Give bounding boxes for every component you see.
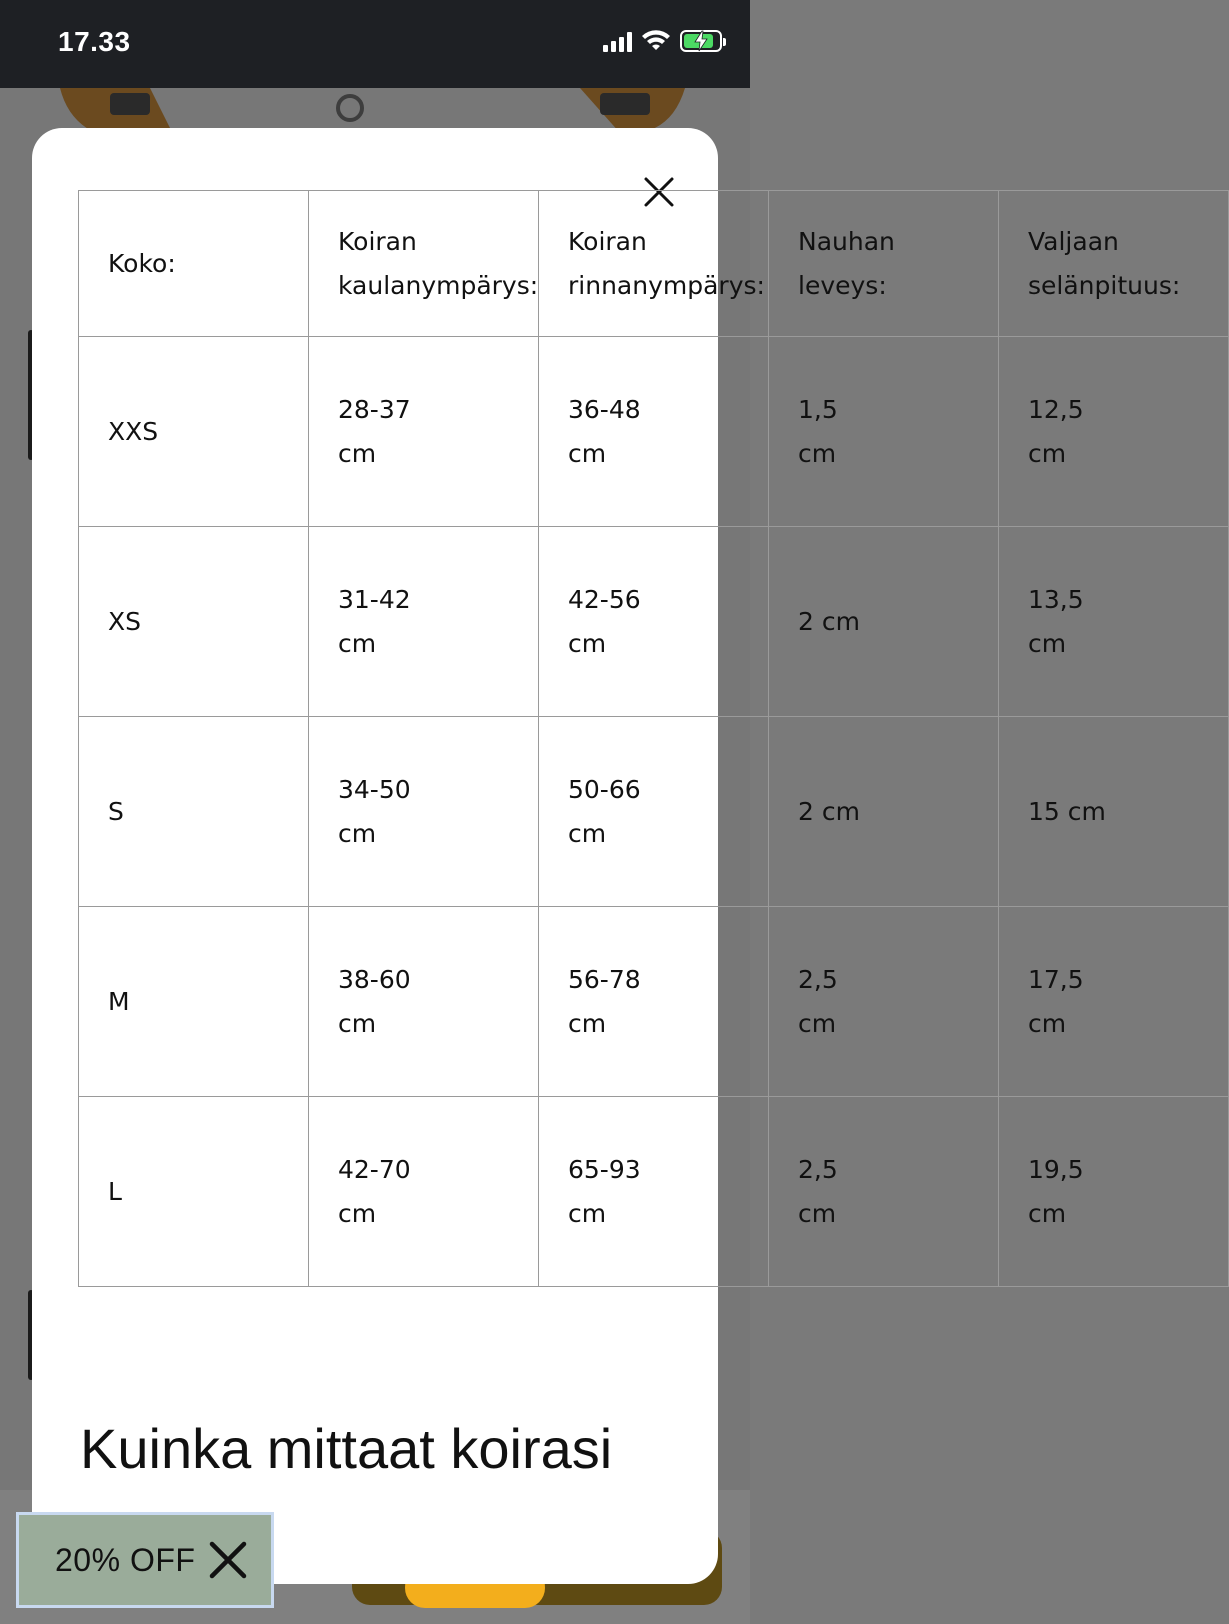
measurement-cell [999,1097,1229,1287]
cellular-signal-icon [603,30,632,52]
status-time: 17.33 [58,26,131,57]
cell-value: 2,5 cm [798,964,838,1038]
measurement-cell [539,1097,769,1287]
cell-value: 65-93 cm [568,1154,641,1228]
size-label-cell [79,717,309,907]
cell-value: 31-42 cm [338,584,411,658]
measurement-cell [539,337,769,527]
measurement-cell [769,527,999,717]
section-title: Kuinka mittaat koirasi [80,1417,613,1480]
cell-value: 42-56 cm [568,584,641,658]
size-guide-modal [32,128,1181,1584]
table-header-row [79,191,1229,337]
measurement-cell [769,1097,999,1287]
measurement-cell [309,717,539,907]
cell-value: 42-70 cm [338,1154,411,1228]
cell-value: 36-48 cm [568,394,641,468]
status-icons [603,30,722,52]
size-label-cell [79,337,309,527]
cell-value: 38-60 cm [338,964,411,1038]
table-row [79,1097,1229,1287]
table-row [79,717,1229,907]
measurement-cell [309,907,539,1097]
table-header-cell [999,191,1229,337]
table-header-cell [539,191,769,337]
measurement-cell [539,907,769,1097]
status-bar [0,0,750,88]
size-label-cell [79,1097,309,1287]
cell-value: XXS [108,416,159,446]
table-row [79,337,1229,527]
battery-icon [680,30,722,52]
close-icon[interactable] [207,1539,249,1581]
header-label: Valjaan selänpituus: [1028,226,1181,300]
measurement-cell [769,337,999,527]
header-label: Koiran rinnanympärys: [568,226,765,300]
cell-value: 12,5 cm [1028,394,1084,468]
header-label: Koko: [108,248,176,278]
cell-value: 50-66 cm [568,774,641,848]
cell-value: 2 cm [798,796,860,826]
measurement-cell [539,717,769,907]
table-header-cell [769,191,999,337]
table-header-cell [79,191,309,337]
cell-value: 2 cm [798,606,860,636]
cell-value: L [108,1176,122,1206]
cell-value: 28-37 cm [338,394,411,468]
measurement-cell [999,527,1229,717]
table-row [79,907,1229,1097]
cell-value: 34-50 cm [338,774,411,848]
cell-value: 19,5 cm [1028,1154,1084,1228]
size-table [78,190,1229,1287]
cell-value: S [108,796,124,826]
size-label-cell [79,527,309,717]
measurement-cell [999,717,1229,907]
size-label-cell [79,907,309,1097]
cell-value: 2,5 cm [798,1154,838,1228]
cell-value: 13,5 cm [1028,584,1084,658]
measurement-cell [769,717,999,907]
measurement-cell [769,907,999,1097]
header-label: Nauhan leveys: [798,226,895,300]
wifi-icon [642,30,670,52]
header-label: Koiran kaulanympärys: [338,226,539,300]
cell-value: XS [108,606,141,636]
cell-value: M [108,986,130,1016]
cell-value: 17,5 cm [1028,964,1084,1038]
table-row [79,527,1229,717]
charging-bolt-icon [693,31,709,51]
table-header-cell [309,191,539,337]
measurement-cell [309,1097,539,1287]
measurement-cell [309,527,539,717]
measurement-cell [539,527,769,717]
discount-label: 20% OFF [55,1541,196,1578]
cell-value: 15 cm [1028,796,1106,826]
discount-badge[interactable] [16,1512,274,1608]
measurement-cell [999,907,1229,1097]
measurement-cell [999,337,1229,527]
measurement-cell [309,337,539,527]
cell-value: 56-78 cm [568,964,641,1038]
cell-value: 1,5 cm [798,394,838,468]
